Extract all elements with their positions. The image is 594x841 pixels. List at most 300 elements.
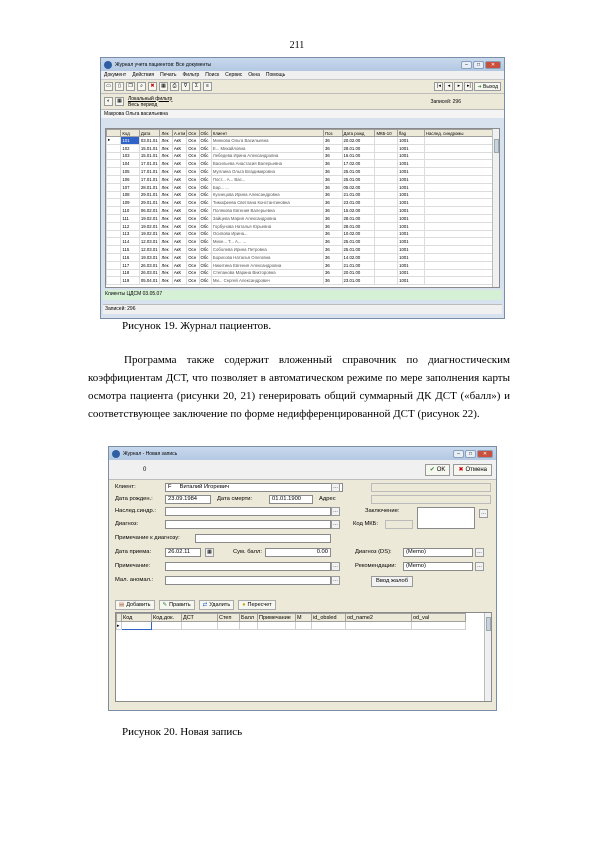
table-cell[interactable] (296, 622, 312, 630)
table-cell[interactable]: 16.01.00 (342, 152, 375, 160)
column-header[interactable]: М (296, 614, 312, 622)
delete-icon[interactable]: ✖ (148, 82, 157, 91)
table-cell[interactable]: 1001 (398, 230, 425, 238)
visit-date-field[interactable]: 26.02.11 (165, 548, 201, 557)
table-cell[interactable]: 26.03.01 (139, 261, 160, 269)
vertical-scrollbar[interactable] (484, 613, 491, 701)
table-cell[interactable]: 25.01.00 (342, 168, 375, 176)
table-row[interactable] (107, 207, 499, 215)
table-row[interactable] (107, 238, 499, 246)
column-header[interactable]: Лек (160, 130, 172, 137)
diagnosis-lookup-button[interactable]: … (333, 521, 338, 527)
table-cell[interactable]: 107 (121, 183, 140, 191)
table-cell[interactable]: Обс (199, 230, 211, 238)
table-cell[interactable]: Тимофеева Светлана Константиновна (211, 199, 323, 207)
table-cell[interactable]: 113 (121, 230, 140, 238)
table-cell[interactable]: 115 (121, 246, 140, 254)
table-cell[interactable]: 108 (121, 191, 140, 199)
table-cell[interactable]: 17.01.01 (139, 168, 160, 176)
table-row[interactable] (107, 253, 499, 261)
table-cell[interactable]: Михе... Т... А... ... (211, 238, 323, 246)
table-cell[interactable]: Лек (160, 214, 172, 222)
table-cell[interactable]: Соболева Ирина Петровна (211, 246, 323, 254)
table-cell[interactable]: 36 (324, 253, 343, 261)
table-cell[interactable]: 36 (324, 191, 343, 199)
table-cell[interactable]: Обс (199, 214, 211, 222)
table-cell[interactable]: 1001 (398, 191, 425, 199)
table-cell[interactable]: 1001 (398, 152, 425, 160)
table-cell[interactable]: 19.02.01 (139, 230, 160, 238)
table-cell[interactable] (424, 191, 498, 199)
open-icon[interactable]: ▭ (104, 82, 113, 91)
table-cell[interactable]: 05.04.01 (139, 277, 160, 285)
table-cell[interactable]: 1001 (398, 207, 425, 215)
column-header[interactable]: Наслед. синдромы (424, 130, 498, 137)
table-cell[interactable]: 15.01.01 (139, 144, 160, 152)
table-cell[interactable]: АкК (172, 214, 186, 222)
table-cell[interactable] (122, 622, 152, 630)
table-cell[interactable] (424, 261, 498, 269)
table-cell[interactable]: 116 (121, 253, 140, 261)
table-cell[interactable]: 21.01.00 (342, 261, 375, 269)
menu-item[interactable]: Фильтр (182, 72, 200, 78)
column-header[interactable]: А.нтм (173, 130, 186, 136)
table-cell[interactable]: АкК (172, 269, 186, 277)
table-cell[interactable]: Лек (160, 152, 172, 160)
table-cell[interactable] (312, 622, 346, 630)
table-cell[interactable]: 1001 (398, 253, 425, 261)
table-cell[interactable]: 1001 (398, 168, 425, 176)
filter-icon[interactable]: ∇ (181, 82, 190, 91)
table-cell[interactable] (375, 253, 398, 261)
table-cell[interactable]: 105 (121, 168, 140, 176)
table-cell[interactable]: 36 (324, 222, 343, 230)
table-cell[interactable]: 21.01.00 (342, 191, 375, 199)
column-header[interactable]: Степ (218, 614, 240, 622)
table-cell[interactable]: Обс (199, 246, 211, 254)
copy-icon[interactable]: ❐ (126, 82, 135, 91)
table-cell[interactable] (424, 137, 498, 145)
table-cell[interactable]: Обс (199, 207, 211, 215)
table-cell[interactable]: Осн (187, 175, 199, 183)
table-cell[interactable]: Обс (199, 277, 211, 285)
table-cell[interactable]: Борисова Наталья Олеговна (211, 253, 323, 261)
table-cell[interactable]: Осн (187, 183, 199, 191)
table-cell[interactable]: 12.03.01 (139, 238, 160, 246)
maximize-button[interactable]: □ (465, 450, 476, 458)
table-cell[interactable]: 36 (324, 152, 343, 160)
table-cell[interactable]: 26.03.01 (139, 269, 160, 277)
table-cell[interactable] (424, 253, 498, 261)
table-cell[interactable]: 06.02.01 (139, 207, 160, 215)
table-cell[interactable]: 36 (324, 137, 343, 145)
table-cell[interactable]: 1001 (398, 214, 425, 222)
period-icon[interactable]: ▦ (115, 97, 124, 106)
close-button[interactable]: ✕ (477, 450, 493, 458)
scroll-thumb[interactable] (486, 617, 491, 631)
table-cell[interactable]: 17.02.00 (342, 160, 375, 168)
sum-score-field[interactable]: 0.00 (265, 548, 331, 557)
table-cell[interactable]: 1001 (398, 183, 425, 191)
table-cell[interactable]: Лек (160, 230, 172, 238)
table-cell[interactable]: Осн (187, 214, 199, 222)
column-header[interactable]: Обс (199, 130, 211, 137)
column-header[interactable]: Код.док. (152, 614, 182, 622)
table-cell[interactable] (424, 230, 498, 238)
table-row[interactable] (107, 230, 499, 238)
exit-button[interactable] (474, 82, 501, 91)
table-cell[interactable] (375, 191, 398, 199)
table-cell[interactable]: 05.02.00 (342, 183, 375, 191)
table-cell[interactable]: 20.02.00 (342, 137, 375, 145)
table-cell[interactable] (424, 246, 498, 254)
column-header[interactable]: Дата рожд (342, 130, 375, 137)
table-cell[interactable]: Лек (160, 199, 172, 207)
table-cell[interactable] (375, 144, 398, 152)
table-cell[interactable]: Пост... А... Вас... (211, 175, 323, 183)
table-cell[interactable]: Горбунова Наталья Юрьевна (211, 222, 323, 230)
column-header[interactable]: Код (122, 614, 152, 622)
table-cell[interactable]: Осн (187, 144, 199, 152)
table-cell[interactable] (424, 160, 498, 168)
table-cell[interactable]: Осн (187, 191, 199, 199)
table-cell[interactable]: Зайцева Мария Александровна (211, 214, 323, 222)
table-cell[interactable]: 1001 (398, 222, 425, 230)
table-cell[interactable]: Обс (199, 137, 211, 145)
table-cell[interactable]: 29.01.01 (139, 191, 160, 199)
table-cell[interactable]: 36 (324, 183, 343, 191)
table-cell[interactable]: 1001 (398, 144, 425, 152)
table-cell[interactable]: Муллина Ольга Владимировна (211, 168, 323, 176)
table-cell[interactable]: Осн (187, 168, 199, 176)
death-date-field[interactable]: 01.01.1900 (269, 495, 313, 504)
table-cell[interactable]: Осн (187, 230, 199, 238)
table-cell[interactable]: 25.01.00 (342, 175, 375, 183)
diagnosis-field[interactable] (165, 520, 331, 529)
mkb-field[interactable] (385, 520, 413, 529)
table-cell[interactable]: 118 (121, 269, 140, 277)
table-cell[interactable]: 103 (121, 152, 140, 160)
table-cell[interactable]: Обс (199, 269, 211, 277)
table-cell[interactable] (375, 246, 398, 254)
table-cell[interactable]: Осн (187, 261, 199, 269)
table-cell[interactable]: 36 (324, 269, 343, 277)
table-cell[interactable] (424, 269, 498, 277)
table-row[interactable] (107, 214, 499, 222)
table-cell[interactable]: АкК (172, 175, 186, 183)
table-cell[interactable]: Ми... Сергей Александрович (211, 277, 323, 285)
table-cell[interactable]: АкК (172, 230, 186, 238)
table-cell[interactable]: 1001 (398, 261, 425, 269)
find-icon[interactable]: ⌕ (137, 82, 146, 91)
table-cell[interactable]: 119 (121, 277, 140, 285)
table-cell[interactable]: АкК (172, 238, 186, 246)
menu-item[interactable]: Печать (160, 72, 177, 78)
table-row[interactable] (107, 277, 499, 285)
table-cell[interactable]: 1001 (398, 277, 425, 285)
table-cell[interactable]: 10.02.00 (342, 230, 375, 238)
table-cell[interactable] (375, 137, 398, 145)
table-cell[interactable]: Осн (187, 246, 199, 254)
table-cell[interactable]: Лек (160, 269, 172, 277)
table-cell[interactable]: Обс (199, 253, 211, 261)
local-filter-link[interactable]: Локальный фильтр (128, 95, 173, 102)
table-cell[interactable] (375, 207, 398, 215)
table-cell[interactable]: 104 (121, 160, 140, 168)
table-cell[interactable]: 36 (324, 160, 343, 168)
table-row[interactable] (107, 246, 499, 254)
report-icon[interactable]: ≡ (203, 82, 212, 91)
column-header[interactable]: Балл (240, 614, 258, 622)
table-cell[interactable]: Никитина Евгения Александровна (211, 261, 323, 269)
column-header[interactable]: Код (121, 130, 140, 137)
table-row[interactable] (107, 137, 499, 145)
table-cell[interactable]: Лек (160, 137, 172, 145)
table-cell[interactable] (375, 152, 398, 160)
table-cell[interactable]: 36 (324, 168, 343, 176)
table-cell[interactable]: Лек (160, 183, 172, 191)
table-cell[interactable]: 36 (324, 230, 343, 238)
column-header[interactable]: ДСТ (182, 614, 218, 622)
first-record-icon[interactable]: |◂ (434, 82, 443, 91)
menu-item[interactable]: Действия (132, 72, 155, 78)
recommend-lookup-button[interactable]: … (477, 563, 482, 569)
table-cell[interactable]: Обс (199, 199, 211, 207)
minimize-button[interactable]: – (453, 450, 464, 458)
conclusion-field[interactable] (417, 507, 475, 529)
table-row[interactable] (107, 183, 499, 191)
table-cell[interactable]: 1001 (398, 246, 425, 254)
table-cell[interactable] (375, 168, 398, 176)
note-lookup-button[interactable]: … (333, 563, 338, 569)
ok-button[interactable] (425, 464, 451, 476)
menu-item[interactable]: Помощь (265, 72, 286, 78)
table-cell[interactable]: Обс (199, 175, 211, 183)
table-cell[interactable]: Лек (160, 144, 172, 152)
table-cell[interactable] (424, 168, 498, 176)
table-cell[interactable]: Осн (187, 152, 199, 160)
table-cell[interactable] (182, 622, 218, 630)
table-cell[interactable]: 36 (324, 214, 343, 222)
table-cell[interactable]: Лек (160, 160, 172, 168)
filter-toggle-icon[interactable]: ◐ (104, 97, 113, 106)
table-cell[interactable]: 117 (121, 261, 140, 269)
table-cell[interactable] (346, 622, 412, 630)
table-cell[interactable]: 15.01.01 (139, 152, 160, 160)
table-cell[interactable]: Осн (187, 253, 199, 261)
table-cell[interactable]: АкК (172, 246, 186, 254)
table-cell[interactable]: 1001 (398, 269, 425, 277)
table-cell[interactable]: Осн (187, 222, 199, 230)
column-header[interactable]: Примечание (258, 614, 296, 622)
table-cell[interactable]: Обс (199, 160, 211, 168)
table-cell[interactable]: 111 (121, 214, 140, 222)
table-cell[interactable]: 20.01.00 (342, 269, 375, 277)
table-row[interactable] (107, 144, 499, 152)
table-cell[interactable]: Лек (160, 246, 172, 254)
table-cell[interactable]: Лебедева Ирина Александровна (211, 152, 323, 160)
menu-item[interactable]: Окна (248, 72, 260, 78)
table-row[interactable] (107, 222, 499, 230)
table-cell[interactable]: 36 (324, 277, 343, 285)
table-cell[interactable]: Полякова Евгения Валерьевна (211, 207, 323, 215)
table-cell[interactable]: 101 (121, 137, 140, 145)
hered-field[interactable] (165, 507, 331, 516)
address-field[interactable] (371, 495, 491, 504)
table-cell[interactable]: 109 (121, 199, 140, 207)
table-cell[interactable] (240, 622, 258, 630)
column-header[interactable]: od_name2 (346, 614, 412, 622)
table-cell[interactable]: 1001 (398, 199, 425, 207)
menu-item[interactable]: Сервис (225, 72, 243, 78)
menu-item[interactable]: Документ (104, 72, 127, 78)
table-cell[interactable]: Осн (187, 207, 199, 215)
table-row[interactable] (107, 175, 499, 183)
table-cell[interactable]: 28.01.00 (342, 144, 375, 152)
column-header[interactable]: Клиент (211, 130, 323, 137)
note-field[interactable] (165, 562, 331, 571)
client-field[interactable] (165, 483, 343, 492)
table-cell[interactable] (375, 230, 398, 238)
table-row[interactable] (107, 191, 499, 199)
table-cell[interactable]: Лек (160, 207, 172, 215)
table-cell[interactable]: Бар... ... (211, 183, 323, 191)
table-cell[interactable]: Лек (160, 277, 172, 285)
table-cell[interactable]: Обс (199, 152, 211, 160)
table-cell[interactable]: АкК (172, 168, 186, 176)
table-cell[interactable]: 14.02.00 (342, 253, 375, 261)
table-cell[interactable]: 17.01.01 (139, 175, 160, 183)
table-cell[interactable]: 36 (324, 207, 343, 215)
last-record-icon[interactable]: ▸| (464, 82, 473, 91)
table-cell[interactable] (375, 222, 398, 230)
table-cell[interactable]: Васильева Анастасия Валерьевна (211, 160, 323, 168)
table-cell[interactable]: Осн (187, 199, 199, 207)
table-cell[interactable]: 36 (324, 238, 343, 246)
anomaly-field[interactable] (165, 576, 331, 585)
table-cell[interactable]: Обс (199, 222, 211, 230)
table-row[interactable] (107, 261, 499, 269)
client-lookup-button[interactable]: … (333, 484, 338, 490)
table-cell[interactable] (412, 622, 466, 630)
scroll-thumb[interactable] (494, 139, 499, 153)
table-cell[interactable]: АкК (172, 277, 186, 285)
table-cell[interactable] (424, 277, 498, 285)
hered-lookup-button[interactable]: … (333, 508, 338, 514)
anomaly-lookup-button[interactable]: … (333, 577, 338, 583)
table-cell[interactable]: 15.02.00 (342, 207, 375, 215)
table-cell[interactable]: Лек (160, 168, 172, 176)
vertical-scrollbar[interactable] (492, 129, 499, 287)
table-cell[interactable]: 36 (324, 175, 343, 183)
table-cell[interactable]: Кузнецова Ирина Александровна (211, 191, 323, 199)
table-cell[interactable] (375, 175, 398, 183)
table-cell[interactable] (258, 622, 296, 630)
table-cell[interactable]: 36 (324, 144, 343, 152)
table-cell[interactable]: 28.01.00 (342, 222, 375, 230)
table-cell[interactable]: 1001 (398, 160, 425, 168)
table-cell[interactable] (424, 199, 498, 207)
table-cell[interactable]: АкК (172, 152, 186, 160)
table-cell[interactable]: 102 (121, 144, 140, 152)
column-header[interactable]: Дата (139, 130, 160, 137)
menu-item[interactable]: Поиск (205, 72, 220, 78)
complaints-button[interactable]: Ввод жалоб (371, 576, 413, 587)
table-cell[interactable]: Осн (187, 277, 199, 285)
table-cell[interactable] (424, 207, 498, 215)
table-cell[interactable]: Обс (199, 168, 211, 176)
table-cell[interactable]: Осн (187, 238, 199, 246)
table-cell[interactable] (375, 183, 398, 191)
table-cell[interactable]: АкК (172, 199, 186, 207)
delete-button[interactable] (199, 600, 235, 610)
close-button[interactable]: ✕ (485, 61, 501, 69)
table-cell[interactable]: 28.01.01 (139, 183, 160, 191)
table-cell[interactable] (424, 183, 498, 191)
diag-ds-lookup-button[interactable]: … (477, 549, 482, 555)
column-header[interactable]: id_obsled (312, 614, 346, 622)
cancel-button[interactable] (453, 464, 492, 476)
calendar-icon[interactable]: ▦ (205, 548, 214, 557)
table-cell[interactable] (424, 214, 498, 222)
table-cell[interactable] (375, 269, 398, 277)
diag-ds-field[interactable]: (Memo) (403, 548, 473, 557)
table-cell[interactable]: 12.03.01 (139, 246, 160, 254)
table-cell[interactable]: АкК (172, 261, 186, 269)
table-cell[interactable]: 19.02.01 (139, 222, 160, 230)
add-button[interactable] (115, 600, 155, 610)
column-header[interactable]: od_val (412, 614, 466, 622)
table-row[interactable] (117, 622, 466, 630)
next-record-icon[interactable]: ▸ (454, 82, 463, 91)
maximize-button[interactable]: □ (473, 61, 484, 69)
column-header[interactable]: МКБ-10 (375, 130, 398, 137)
table-cell[interactable]: 114 (121, 238, 140, 246)
prev-record-icon[interactable]: ◂ (444, 82, 453, 91)
table-cell[interactable]: АкК (172, 207, 186, 215)
table-cell[interactable] (152, 622, 182, 630)
calendar-icon[interactable]: ▦ (159, 82, 168, 91)
table-row[interactable] (107, 160, 499, 168)
table-cell[interactable]: 25.01.00 (342, 238, 375, 246)
table-cell[interactable]: 1001 (398, 137, 425, 145)
table-cell[interactable] (375, 277, 398, 285)
table-cell[interactable]: Осипова Ирина... (211, 230, 323, 238)
table-cell[interactable]: Осн (187, 137, 199, 145)
table-cell[interactable]: Осн (187, 160, 199, 168)
table-cell[interactable]: 23.01.00 (342, 199, 375, 207)
table-cell[interactable]: 1001 (398, 175, 425, 183)
table-cell[interactable]: 36 (324, 199, 343, 207)
table-cell[interactable]: Минкова Ольга Васильевна (211, 137, 323, 145)
table-cell[interactable]: АкК (172, 160, 186, 168)
table-cell[interactable]: Лек (160, 222, 172, 230)
table-cell[interactable]: 19.02.01 (139, 214, 160, 222)
table-cell[interactable] (375, 261, 398, 269)
table-cell[interactable]: Обс (199, 144, 211, 152)
diag-note-field[interactable] (195, 534, 331, 543)
table-cell[interactable]: Обс (199, 238, 211, 246)
print-icon[interactable]: ⎙ (170, 82, 179, 91)
minimize-button[interactable]: – (461, 61, 472, 69)
table-cell[interactable]: Степанова Марина Викторовна (211, 269, 323, 277)
table-cell[interactable]: 17.01.01 (139, 160, 160, 168)
table-cell[interactable]: 36 (324, 261, 343, 269)
conclusion-lookup-button[interactable]: … (481, 510, 486, 516)
table-cell[interactable] (424, 152, 498, 160)
column-header[interactable]: Поз (324, 130, 343, 137)
table-cell[interactable]: 110 (121, 207, 140, 215)
